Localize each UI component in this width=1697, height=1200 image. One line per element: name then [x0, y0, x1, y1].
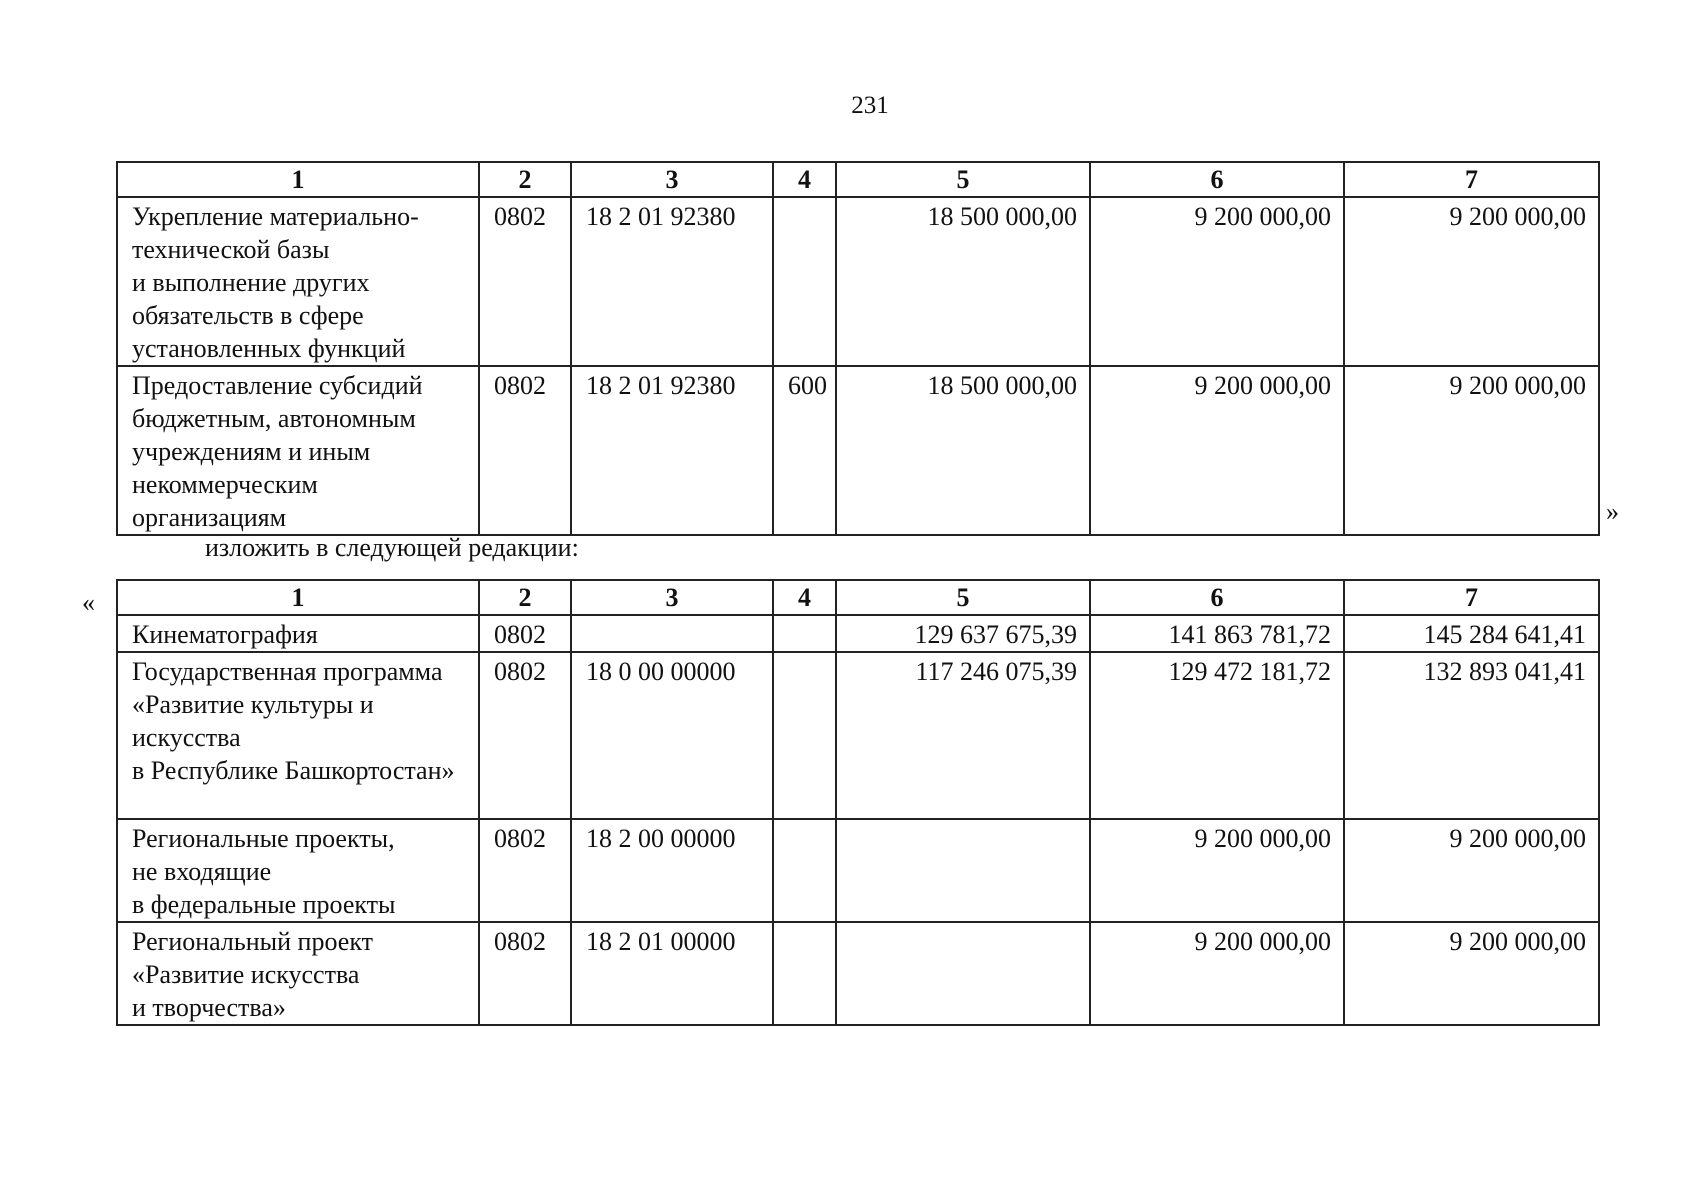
table-row [117, 197, 1599, 366]
amount-year-3: 9 200 000,00 [1344, 922, 1599, 1025]
table-row [117, 922, 1599, 1025]
amount-year-2: 141 863 781,72 [1090, 615, 1344, 652]
amount-year-1: 18 500 000,00 [836, 366, 1090, 535]
target-code: 18 0 00 00000 [571, 652, 773, 819]
header-cell: 6 [1090, 162, 1344, 197]
table-row [117, 366, 1599, 535]
amount-year-1 [836, 819, 1090, 922]
amount-year-1 [836, 922, 1090, 1025]
header-cell: 5 [836, 580, 1090, 615]
amount-year-1: 129 637 675,39 [836, 615, 1090, 652]
header-cell: 3 [571, 580, 773, 615]
closing-quote-mark: » [1606, 497, 1619, 526]
amount-year-3: 9 200 000,00 [1344, 197, 1599, 366]
expense-kind [773, 922, 836, 1025]
header-cell: 7 [1344, 162, 1599, 197]
revised-budget-table [116, 579, 1600, 1026]
target-code: 18 2 01 92380 [571, 197, 773, 366]
item-name: Укрепление материально-технической базы и выполнение других обязательств в сфере установленных функций [117, 197, 479, 366]
expense-kind [773, 197, 836, 366]
item-name: Государственная программа «Развитие культуры и искусства в Республике Башкортостан» [117, 652, 479, 819]
header-cell: 1 [117, 162, 479, 197]
section-code: 0802 [479, 366, 571, 535]
instruction-text: изложить в следующей редакции: [205, 533, 579, 562]
header-cell: 2 [479, 580, 571, 615]
item-name: Кинематография [117, 615, 479, 652]
expense-kind [773, 615, 836, 652]
header-cell: 6 [1090, 580, 1344, 615]
header-cell: 1 [117, 580, 479, 615]
amount-year-2: 129 472 181,72 [1090, 652, 1344, 819]
table-row [117, 652, 1599, 819]
original-budget-table [116, 161, 1600, 536]
amount-year-3: 9 200 000,00 [1344, 366, 1599, 535]
section-code: 0802 [479, 819, 571, 922]
section-code: 0802 [479, 922, 571, 1025]
header-cell: 5 [836, 162, 1090, 197]
item-name: Предоставление субсидий бюджетным, автономным учреждениям и иным некоммерческим организациям [117, 366, 479, 535]
item-name: Региональные проекты, не входящие в федеральные проекты [117, 819, 479, 922]
amount-year-1: 18 500 000,00 [836, 197, 1090, 366]
header-cell: 4 [773, 580, 836, 615]
target-code: 18 2 01 00000 [571, 922, 773, 1025]
amount-year-3: 9 200 000,00 [1344, 819, 1599, 922]
section-code: 0802 [479, 652, 571, 819]
header-cell: 3 [571, 162, 773, 197]
page-number: 231 [851, 92, 889, 119]
header-cell: 2 [479, 162, 571, 197]
target-code: 18 2 01 92380 [571, 366, 773, 535]
amount-year-2: 9 200 000,00 [1090, 819, 1344, 922]
table-row [117, 819, 1599, 922]
amount-year-3: 132 893 041,41 [1344, 652, 1599, 819]
amount-year-1: 117 246 075,39 [836, 652, 1090, 819]
amount-year-2: 9 200 000,00 [1090, 366, 1344, 535]
header-cell: 7 [1344, 580, 1599, 615]
opening-quote-mark: « [82, 588, 95, 617]
section-code: 0802 [479, 615, 571, 652]
expense-kind: 600 [773, 366, 836, 535]
header-cell: 4 [773, 162, 836, 197]
target-code [571, 615, 773, 652]
amount-year-2: 9 200 000,00 [1090, 197, 1344, 366]
target-code: 18 2 00 00000 [571, 819, 773, 922]
expense-kind [773, 819, 836, 922]
expense-kind [773, 652, 836, 819]
section-code: 0802 [479, 197, 571, 366]
table-header-row [117, 580, 1599, 615]
amount-year-3: 145 284 641,41 [1344, 615, 1599, 652]
item-name: Региональный проект «Развитие искусства и творчества» [117, 922, 479, 1025]
table-header-row [117, 162, 1599, 197]
amount-year-2: 9 200 000,00 [1090, 922, 1344, 1025]
table-row [117, 615, 1599, 652]
